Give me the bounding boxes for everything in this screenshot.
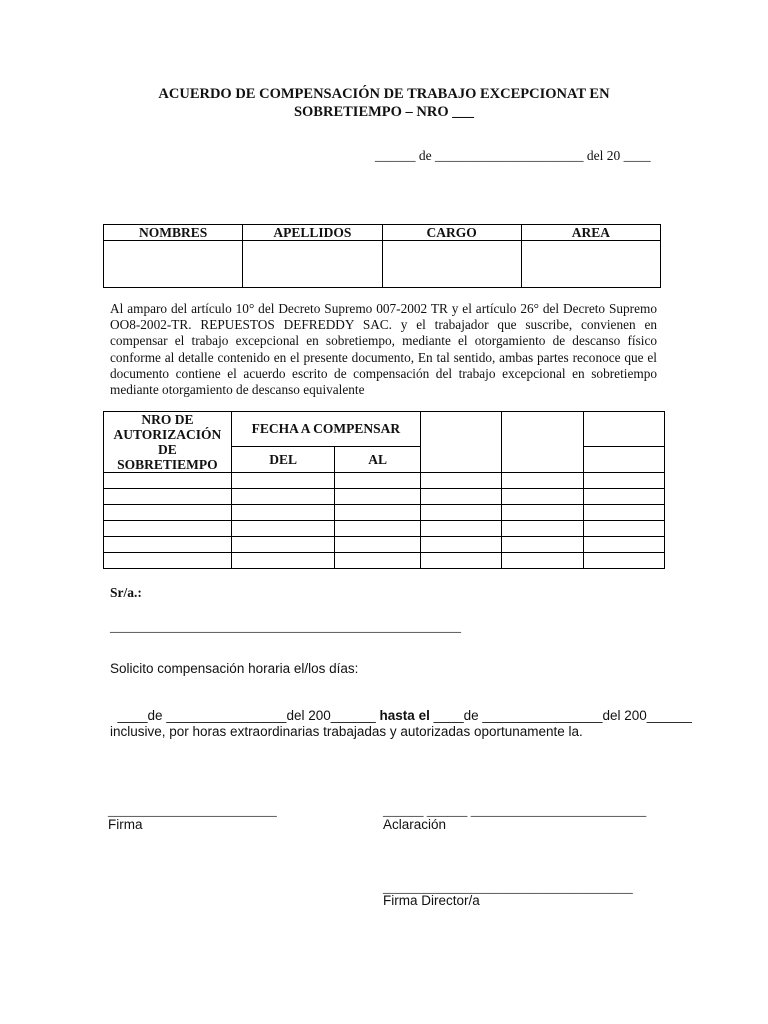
nro-header-line: DE <box>158 442 177 457</box>
hasta-label: hasta el <box>379 708 430 723</box>
agreement-paragraph: Al amparo del artículo 10° del Decreto Supremo 007-2002 TR y el artículo 26° del Decreto Supremo OO8-2002-TR. REPUESTOS DEFREDDY SAC. y el trabajador que suscribe, convienen en compensar el trabajo excepcional en sobretiempo, mediante el otorgamiento de descanso físico conforme al detalle contenido en el presente documento, En tal sentido, ambas partes reconoce que el documento contiene el acuerdo escrito de compensación del trabajo excepcional en sobretiempo mediante otorgamiento de descanso equivalente <box>110 301 657 398</box>
header-blank-4 <box>583 447 664 473</box>
employee-table <box>103 224 661 288</box>
table-row <box>104 489 665 505</box>
table-row <box>104 553 665 569</box>
table-row <box>104 521 665 537</box>
compensation-table <box>103 411 665 569</box>
firma-signature-line[interactable]: _________________________ <box>108 803 277 818</box>
days-to-field[interactable]: ____de ________________del 200______ <box>429 708 692 723</box>
apellidos-cell[interactable] <box>243 241 382 288</box>
aclaracion-signature-line[interactable]: ______ ______ __________________________ <box>383 803 647 818</box>
inclusive-text: inclusive, por horas extraordinarias trabajadas y autorizadas oportunamente la. <box>110 724 583 739</box>
firma-label: Firma <box>108 817 143 832</box>
table-row <box>104 505 665 521</box>
header-blank-1 <box>420 412 501 473</box>
compensation-header-row-1 <box>104 412 665 447</box>
header-blank-3 <box>583 412 664 447</box>
sra-name-line[interactable]: ____________________________________________________ <box>110 619 461 634</box>
header-al: AL <box>335 447 421 473</box>
title-line-1: ACUERDO DE COMPENSACIÓN DE TRABAJO EXCEPCIONAT EN <box>158 86 610 102</box>
table-row <box>104 473 665 489</box>
employee-table-input-row <box>104 241 661 288</box>
days-line <box>110 693 692 723</box>
header-blank-2 <box>502 412 583 473</box>
document-title <box>100 85 668 121</box>
header-cargo: CARGO <box>382 225 521 241</box>
nro-header-line: NRO DE <box>141 412 194 427</box>
aclaracion-label: Aclaración <box>383 817 447 832</box>
header-area: AREA <box>521 225 660 241</box>
header-del: DEL <box>231 447 335 473</box>
header-nombres: NOMBRES <box>104 225 243 241</box>
nro-header-line: SOBRETIEMPO <box>117 457 218 472</box>
header-nro-autorizacion <box>104 412 232 473</box>
employee-table-header-row <box>104 225 661 241</box>
days-from-field[interactable]: ____de ________________del 200______ <box>117 708 380 723</box>
area-cell[interactable] <box>521 241 660 288</box>
nombres-cell[interactable] <box>104 241 243 288</box>
sra-label: Sr/a.: <box>110 585 142 600</box>
header-fecha-compensar: FECHA A COMPENSAR <box>231 412 420 447</box>
director-label: Firma Director/a <box>383 893 480 908</box>
cargo-cell[interactable] <box>382 241 521 288</box>
header-apellidos: APELLIDOS <box>243 225 382 241</box>
director-signature-line[interactable]: _____________________________________ <box>383 880 633 895</box>
nro-header-line: AUTORIZACIÓN <box>113 427 222 442</box>
title-line-2: SOBRETIEMPO – NRO ___ <box>293 104 475 120</box>
date-line[interactable]: ______ de ______________________ del 20 ____ <box>375 148 651 163</box>
table-row <box>104 537 665 553</box>
solicito-text: Solicito compensación horaria el/los días: <box>110 661 359 676</box>
